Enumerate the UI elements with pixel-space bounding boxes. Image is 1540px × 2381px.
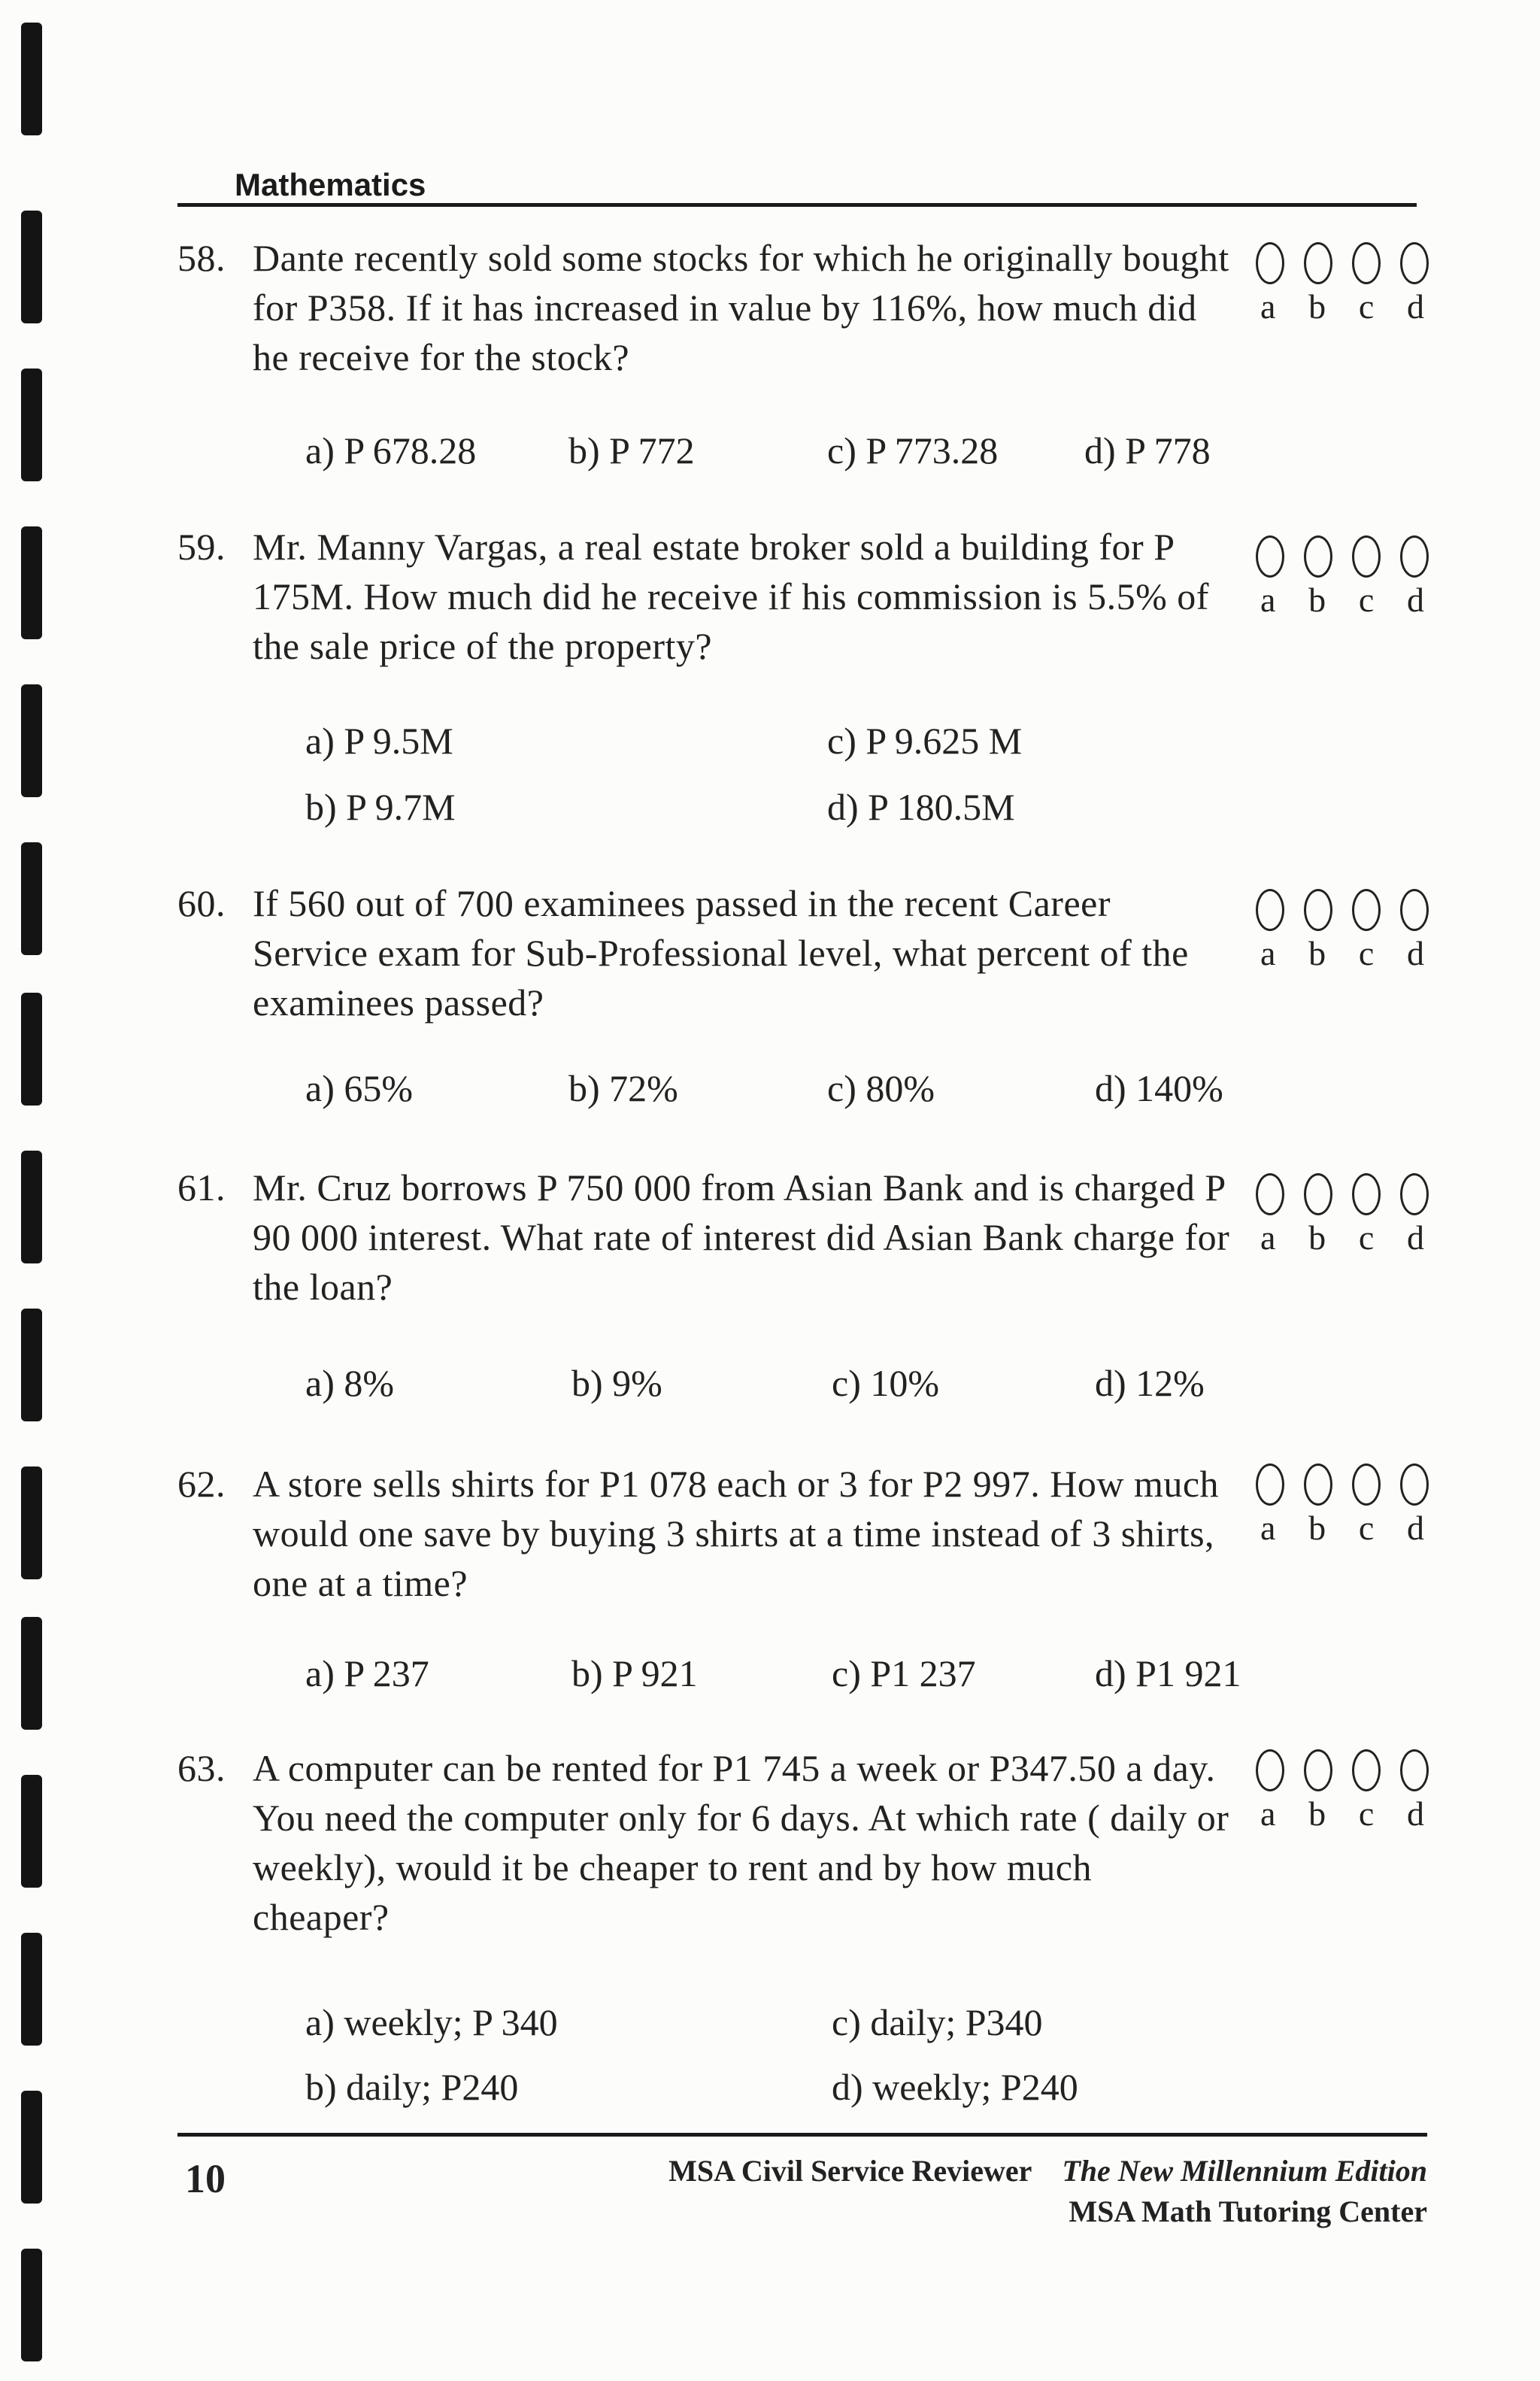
binding-hole [21,2091,42,2204]
page-number: 10 [185,2156,226,2201]
choice-b[interactable]: b) 72% [568,1067,678,1109]
footer-credits [668,2151,1427,2232]
bubble-letter-c: c [1358,934,1375,972]
choice-a[interactable]: a) P 237 [305,1652,429,1694]
choice-a[interactable]: a) P 9.5M [305,720,453,762]
question-text [177,878,1230,1027]
footer-rule [177,2133,1427,2137]
header-rule [177,203,1417,207]
binding-hole [21,842,42,955]
bubble-letter-d: d [1407,1509,1424,1547]
answer-bubbles-60 [1256,889,1429,975]
question-text [177,1459,1230,1608]
answer-bubble-b[interactable] [1304,535,1332,578]
bubble-letter-d: d [1407,1794,1424,1833]
choice-c[interactable]: c) P 773.28 [827,429,999,472]
answer-bubble-a[interactable] [1256,1749,1284,1791]
answer-bubble-b[interactable] [1304,1463,1332,1506]
question-text [177,1163,1230,1312]
bubble-letter-a: a [1260,934,1276,972]
binding-hole [21,2249,42,2361]
spiral-binding [18,0,48,2381]
question-59 [177,522,1230,671]
bubble-letter-b: b [1308,934,1326,972]
bubble-letter-c: c [1358,1218,1375,1257]
choice-c[interactable]: c) 80% [827,1067,935,1109]
binding-hole [21,1309,42,1421]
binding-hole [21,1467,42,1579]
question-body: A store sells shirts for P1 078 each or 3 for P2 997. How much would one save by buying 3 shirts at a time instead of 3 shirts, one at a time? [253,1463,1220,1604]
choice-a[interactable]: a) P 678.28 [305,429,477,472]
answer-bubble-b[interactable] [1304,889,1332,931]
question-text [177,522,1230,671]
question-58 [177,233,1230,382]
choice-b[interactable]: b) P 9.7M [305,786,456,828]
choice-a[interactable]: a) 8% [305,1362,394,1404]
answer-bubble-d[interactable] [1400,1749,1429,1791]
answer-bubble-a[interactable] [1256,1173,1284,1215]
answer-bubble-c[interactable] [1352,1173,1381,1215]
binding-hole [21,1617,42,1730]
binding-hole [21,1775,42,1888]
answer-bubble-a[interactable] [1256,535,1284,578]
question-number: 62. [177,1463,226,1505]
answer-bubble-a[interactable] [1256,1463,1284,1506]
binding-hole [21,369,42,481]
answer-bubble-a[interactable] [1256,889,1284,931]
choice-d[interactable]: d) P1 921 [1095,1652,1241,1694]
answer-bubble-d[interactable] [1400,1173,1429,1215]
bubble-letter-b: b [1308,1218,1326,1257]
question-number: 61. [177,1166,226,1209]
question-body: Dante recently sold some stocks for which he originally bought for P358. If it has increased in value by 116%, how much did he receive for the stock? [253,237,1229,378]
tutoring-center: MSA Math Tutoring Center [1069,2194,1427,2228]
question-body: If 560 out of 700 examinees passed in the recent Career Service exam for Sub-Professional level, what percent of the examinees passed? [253,882,1189,1024]
bubble-letter-c: c [1358,1794,1375,1833]
answer-bubbles-59 [1256,535,1429,621]
bubble-letter-a: a [1260,1218,1276,1257]
choice-c[interactable]: c) daily; P340 [832,2001,1043,2043]
bubble-letter-c: c [1358,1509,1375,1547]
question-body: Mr. Manny Vargas, a real estate broker sold a building for P 175M. How much did he receive if his commission is 5.5% of the sale price of the property? [253,526,1209,667]
answer-bubble-c[interactable] [1352,889,1381,931]
answer-bubbles-61 [1256,1173,1429,1259]
answer-bubbles-58 [1256,242,1429,328]
answer-bubble-d[interactable] [1400,242,1429,284]
binding-hole [21,23,42,135]
answer-bubble-d[interactable] [1400,889,1429,931]
choice-c[interactable]: c) P1 237 [832,1652,976,1694]
binding-hole [21,1933,42,2046]
choice-a[interactable]: a) 65% [305,1067,413,1109]
answer-bubbles-62 [1256,1463,1429,1549]
bubble-letter-d: d [1407,581,1424,619]
choice-d[interactable]: d) 140% [1095,1067,1223,1109]
question-number: 58. [177,237,226,279]
answer-bubble-d[interactable] [1400,1463,1429,1506]
bubble-letter-a: a [1260,287,1276,326]
binding-hole [21,684,42,797]
answer-bubble-b[interactable] [1304,1749,1332,1791]
answer-bubble-a[interactable] [1256,242,1284,284]
answer-bubble-c[interactable] [1352,535,1381,578]
question-61 [177,1163,1230,1312]
choice-c[interactable]: c) 10% [832,1362,939,1404]
answer-bubble-c[interactable] [1352,242,1381,284]
bubble-letter-c: c [1358,287,1375,326]
question-text [177,1743,1230,1942]
choice-d[interactable]: d) P 778 [1084,429,1211,472]
choice-a[interactable]: a) weekly; P 340 [305,2001,558,2043]
choice-b[interactable]: b) P 921 [571,1652,698,1694]
answer-bubbles-63 [1256,1749,1429,1835]
choice-b[interactable]: b) P 772 [568,429,695,472]
bubble-letter-d: d [1407,287,1424,326]
question-body: A computer can be rented for P1 745 a week or P347.50 a day. You need the computer only for 6 days. At which rate ( daily or weekly), would it be cheaper to rent and by how much cheaper? [253,1747,1229,1938]
choice-b[interactable]: b) daily; P240 [305,2066,519,2108]
choice-b[interactable]: b) 9% [571,1362,662,1404]
question-number: 59. [177,526,226,568]
bubble-letter-b: b [1308,1509,1326,1547]
answer-bubble-b[interactable] [1304,1173,1332,1215]
bubble-letter-d: d [1407,1218,1424,1257]
publication-title: MSA Civil Service Reviewer [668,2154,1032,2188]
bubble-letter-b: b [1308,287,1326,326]
question-number: 63. [177,1747,226,1789]
answer-bubble-c[interactable] [1352,1749,1381,1791]
binding-hole [21,1151,42,1263]
question-text [177,233,1230,382]
choice-d[interactable]: d) 12% [1095,1362,1205,1404]
edition-title: The New Millennium Edition [1062,2154,1427,2188]
bubble-letter-a: a [1260,1794,1276,1833]
page-header-title: Mathematics [235,167,426,202]
bubble-letter-a: a [1260,1509,1276,1547]
choice-c[interactable]: c) P 9.625 M [827,720,1023,762]
question-60 [177,878,1230,1027]
bubble-letter-d: d [1407,934,1424,972]
choice-d[interactable]: d) weekly; P240 [832,2066,1078,2108]
bubble-letter-c: c [1358,581,1375,619]
question-63 [177,1743,1230,1942]
binding-hole [21,993,42,1106]
answer-bubble-c[interactable] [1352,1463,1381,1506]
question-number: 60. [177,882,226,924]
answer-bubble-d[interactable] [1400,535,1429,578]
bubble-letter-b: b [1308,581,1326,619]
binding-hole [21,211,42,323]
question-body: Mr. Cruz borrows P 750 000 from Asian Bank and is charged P 90 000 interest. What rate of interest did Asian Bank charge for the loan? [253,1166,1230,1308]
bubble-letter-a: a [1260,581,1276,619]
binding-hole [21,526,42,639]
question-62 [177,1459,1230,1608]
bubble-letter-b: b [1308,1794,1326,1833]
choice-d[interactable]: d) P 180.5M [827,786,1015,828]
answer-bubble-b[interactable] [1304,242,1332,284]
